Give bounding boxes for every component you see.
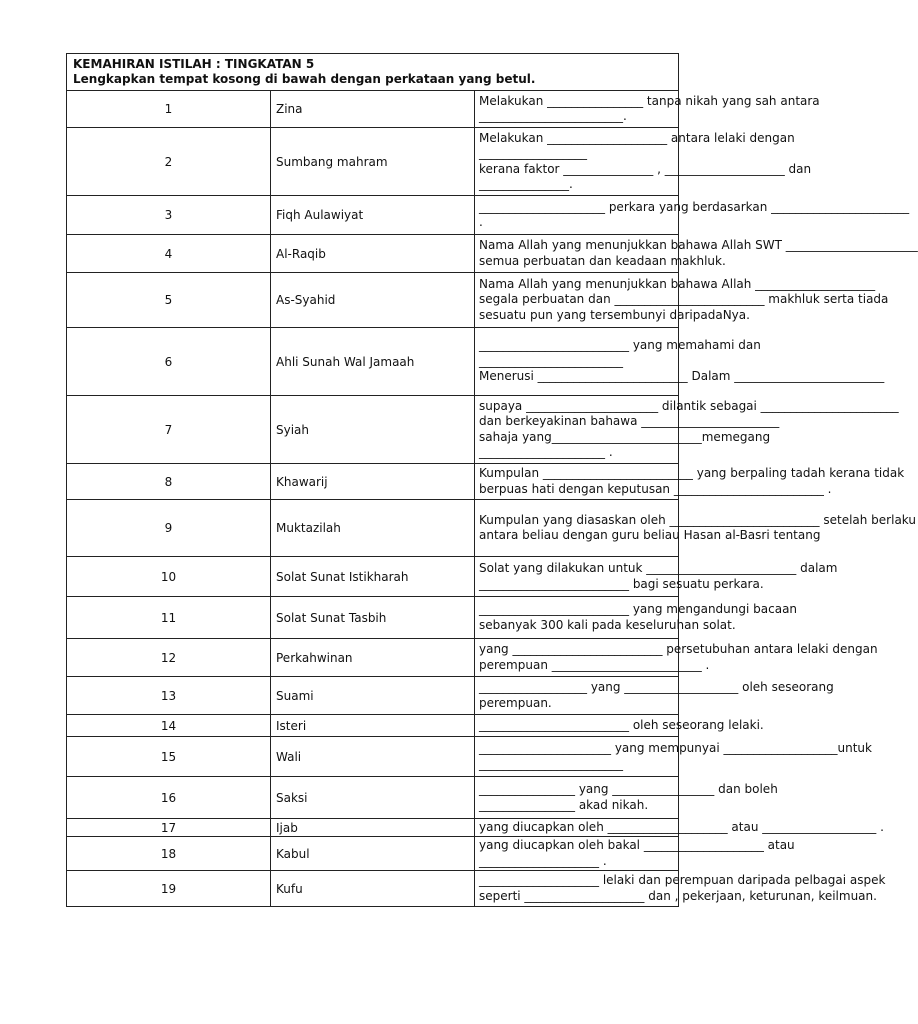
row-number: 11 <box>67 597 271 639</box>
description-line: . <box>479 215 483 229</box>
row-number: 16 <box>67 777 271 819</box>
row-number: 6 <box>67 328 271 396</box>
table-row <box>67 819 679 837</box>
table-row <box>67 777 679 819</box>
row-number: 14 <box>67 715 271 737</box>
row-number: 12 <box>67 639 271 677</box>
description-cell <box>475 597 798 639</box>
row-number: 5 <box>67 273 271 328</box>
description-line: antara beliau dengan guru beliau Hasan al-Basri tentang <box>479 528 821 542</box>
table-row <box>67 235 679 273</box>
table-row <box>67 464 679 500</box>
description-line: yang diucapkan oleh bakal ____________________ atau <box>479 838 795 853</box>
term-cell: Kabul <box>271 837 475 871</box>
description-cell <box>475 819 884 837</box>
description-line: segala perbuatan dan _________________________ makhluk serta tiada <box>479 292 889 307</box>
description-cell <box>475 737 872 777</box>
description-line: ________________________ <box>479 756 623 771</box>
description-cell <box>475 677 834 715</box>
row-number: 7 <box>67 396 271 464</box>
description-line: ____________________ . <box>479 853 607 868</box>
term-cell: Ahli Sunah Wal Jamaah <box>271 328 475 396</box>
table-row <box>67 196 679 235</box>
description-line: perempuan _________________________ . <box>479 657 710 672</box>
description-cell <box>475 871 886 907</box>
term-cell: Saksi <box>271 777 475 819</box>
description-line: ________________ yang _________________ dan boleh <box>479 782 778 797</box>
description-line: semua perbuatan dan keadaan makhluk. <box>479 253 726 268</box>
description-line: sesuatu pun yang tersembunyi daripadaNya. <box>479 307 750 322</box>
description-cell <box>475 500 916 557</box>
description-cell <box>475 639 878 677</box>
description-cell <box>475 464 905 500</box>
worksheet-table <box>66 53 918 907</box>
description-line: yang _________________________ persetubuhan antara lelaki dengan <box>479 642 878 657</box>
table-row <box>67 557 679 597</box>
table-row <box>67 91 679 128</box>
row-number: 4 <box>67 235 271 273</box>
table-row <box>67 328 679 396</box>
description-cell <box>475 777 778 819</box>
description-cell <box>475 196 910 235</box>
row-number: 8 <box>67 464 271 500</box>
table-row <box>67 273 679 328</box>
description-cell <box>475 837 795 871</box>
description-line: _________________________ yang mengandungi bacaan <box>479 602 798 617</box>
table-row <box>67 737 679 777</box>
table-row <box>67 837 679 871</box>
term-cell: Suami <box>271 677 475 715</box>
term-cell: Muktazilah <box>271 500 475 557</box>
row-number: 18 <box>67 837 271 871</box>
description-line: berpuas hati dengan keputusan _________________________ . <box>479 481 832 496</box>
worksheet-instruction: Lengkapkan tempat kosong di bawah dengan perkataan yang betul. <box>73 72 536 86</box>
description-line: ____________________ lelaki dan perempuan daripada pelbagai aspek <box>479 873 886 888</box>
description-cell <box>475 235 918 273</box>
description-line: __________________ yang ___________________ oleh seseorang <box>479 680 834 695</box>
description-line: sebanyak 300 kali pada keseluruhan solat. <box>479 617 736 632</box>
row-number: 2 <box>67 128 271 196</box>
worksheet <box>66 53 918 907</box>
term-cell: Fiqh Aulawiyat <box>271 196 475 235</box>
worksheet-header <box>67 54 679 91</box>
table-row <box>67 677 679 715</box>
table-row <box>67 871 679 907</box>
description-line: perempuan. <box>479 695 552 710</box>
term-cell: Solat Sunat Istikharah <box>271 557 475 597</box>
description-line: _________________________ yang memahami dan <box>479 338 761 353</box>
description-line: sahaja yang_________________________memegang <box>479 429 771 444</box>
row-number: 3 <box>67 196 271 235</box>
term-cell: As-Syahid <box>271 273 475 328</box>
description-cell <box>475 91 820 128</box>
term-cell: Sumbang mahram <box>271 128 475 196</box>
term-cell: Ijab <box>271 819 475 837</box>
description-line: ________________ akad nikah. <box>479 797 649 812</box>
row-number: 13 <box>67 677 271 715</box>
table-row <box>67 597 679 639</box>
description-line: Nama Allah yang menunjukkan bahawa Allah ____________________ <box>479 276 876 291</box>
description-line: Solat yang dilakukan untuk _________________________ dalam <box>479 561 838 576</box>
description-cell <box>475 273 889 328</box>
term-cell: Zina <box>271 91 475 128</box>
description-cell <box>475 396 899 464</box>
term-cell: Solat Sunat Tasbih <box>271 597 475 639</box>
term-cell: Syiah <box>271 396 475 464</box>
row-number: 17 <box>67 819 271 837</box>
term-cell: Al-Raqib <box>271 235 475 273</box>
description-line: _______________. <box>479 176 573 191</box>
description-line: _________________________ bagi sesuatu perkara. <box>479 576 764 591</box>
term-cell: Perkahwinan <box>271 639 475 677</box>
description-line: Nama Allah yang menunjukkan bahawa Allah SWT ______________________ <box>479 238 918 253</box>
table-row <box>67 128 679 196</box>
row-number: 9 <box>67 500 271 557</box>
description-line: ________________________ <box>479 353 623 368</box>
description-line: supaya ______________________ dilantik sebagai _______________________ <box>479 398 899 413</box>
description-line: yang diucapkan oleh ____________________ atau ___________________ . <box>479 820 884 834</box>
description-line: __________________ <box>479 146 587 161</box>
table-row <box>67 639 679 677</box>
table-row <box>67 396 679 464</box>
row-number: 19 <box>67 871 271 907</box>
description-cell <box>475 715 764 737</box>
worksheet-title: KEMAHIRAN ISTILAH : TINGKATAN 5 <box>73 57 315 71</box>
row-number: 10 <box>67 557 271 597</box>
term-cell: Kufu <box>271 871 475 907</box>
description-line: kerana faktor _______________ , ____________________ dan <box>479 161 812 176</box>
description-cell <box>475 557 838 597</box>
table-row <box>67 715 679 737</box>
description-line: Melakukan ________________ tanpa nikah yang sah antara <box>479 93 820 108</box>
description-line: Kumpulan _________________________ yang berpaling tadah kerana tidak <box>479 466 905 481</box>
row-number: 1 <box>67 91 271 128</box>
description-line: Kumpulan yang diasaskan oleh _________________________ setelah berlaku <box>479 512 916 527</box>
description-line: Menerusi _________________________ Dalam _________________________ <box>479 369 885 384</box>
description-line: dan berkeyakinan bahawa _______________________ <box>479 414 780 429</box>
description-cell <box>475 328 885 396</box>
term-cell: Khawarij <box>271 464 475 500</box>
term-cell: Wali <box>271 737 475 777</box>
row-number: 15 <box>67 737 271 777</box>
description-line: Melakukan ____________________ antara lelaki dengan <box>479 130 795 145</box>
description-line: _____________________ . <box>479 444 613 459</box>
term-cell: Isteri <box>271 715 475 737</box>
description-line: seperti ____________________ dan , pekerjaan, keturunan, keilmuan. <box>479 888 877 903</box>
description-line: _________________________ oleh seseorang lelaki. <box>479 717 764 732</box>
description-line: ________________________. <box>479 109 627 123</box>
description-line: _____________________ perkara yang berdasarkan _______________________ <box>479 199 910 214</box>
description-cell <box>475 128 812 196</box>
description-line: ______________________ yang mempunyai ___________________untuk <box>479 741 872 756</box>
table-row <box>67 500 679 557</box>
